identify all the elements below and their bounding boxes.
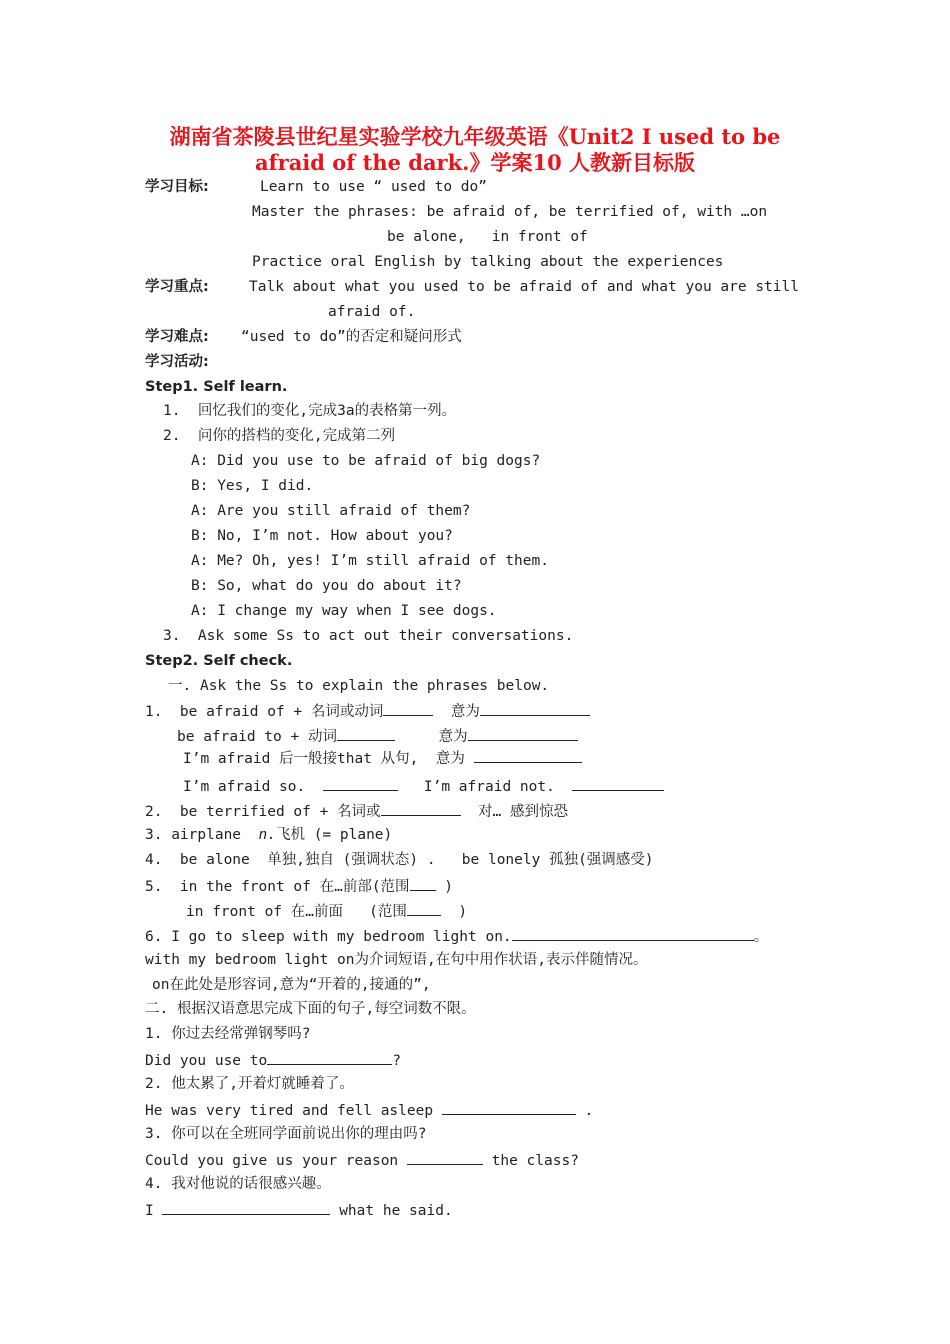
phrase-5a: [145, 876, 453, 896]
phrase-2-text: 2. be terrified of + 名词或: [145, 804, 381, 820]
question-3-end: the class?: [482, 1153, 579, 1169]
step1-item1: 1. 回忆我们的变化,完成3a的表格第一列。: [163, 403, 457, 419]
question-1-en: [145, 1050, 401, 1070]
question-1-text: Did you use to: [145, 1053, 268, 1069]
question-2-en: [145, 1100, 593, 1120]
question-4-en: [145, 1200, 453, 1220]
dialogue-line-6: B: So, what do you do about it?: [191, 578, 462, 594]
blank-1b-meaning[interactable]: [468, 726, 578, 741]
document-title-line2: afraid of the dark.》学案10 人教新目标版: [254, 150, 696, 175]
step2-heading: Step2. Self check.: [145, 653, 293, 669]
phrase-1e-text: I’m afraid not.: [423, 779, 555, 795]
phrase-3: [145, 826, 392, 844]
question-2-text: He was very tired and fell asleep: [145, 1103, 442, 1119]
phrase-5a-text: 5. in the front of 在…前部(范围: [145, 879, 410, 895]
question-4-cn: 4. 我对他说的话很感兴趣。: [145, 1176, 331, 1192]
phrase-1a: [145, 701, 590, 721]
question-4-end: what he said.: [330, 1203, 453, 1219]
question-4-text: I: [145, 1203, 163, 1219]
question-2-cn: 2. 他太累了,开着灯就睡着了。: [145, 1076, 354, 1092]
phrase-1a-mean: 意为: [450, 704, 480, 720]
phrase-1c: [183, 748, 582, 768]
blank-5a[interactable]: [410, 876, 436, 891]
phrase-5b-end: ): [458, 904, 468, 920]
objectives-label: 学习目标:: [145, 179, 209, 195]
activities-label: 学习活动:: [145, 354, 209, 370]
blank-q2[interactable]: [442, 1100, 576, 1115]
blank-1a[interactable]: [383, 701, 433, 716]
dialogue-line-7: A: I change my way when I see dogs.: [191, 603, 497, 619]
objective-4: Practice oral English by talking about the experiences: [252, 254, 724, 270]
question-1-cn: 1. 你过去经常弹钢琴吗?: [145, 1026, 311, 1042]
phrase-5b-text: in front of 在…前面 (范围: [186, 904, 407, 920]
step1-heading: Step1. Self learn.: [145, 379, 288, 395]
phrase-6: [145, 926, 768, 946]
key-points-line1: Talk about what you used to be afraid of and what you are still: [249, 279, 799, 295]
blank-2[interactable]: [381, 801, 461, 816]
step1-item3: 3. Ask some Ss to act out their conversations.: [163, 628, 574, 644]
phrase-1c-text: I’m afraid 后一般接that 从句, 意为: [183, 751, 465, 767]
dialogue-line-3: A: Are you still afraid of them?: [191, 503, 471, 519]
phrase-1d: [183, 776, 664, 796]
key-points-label: 学习重点:: [145, 279, 209, 295]
dialogue-line-5: A: Me? Oh, yes! I’m still afraid of them.: [191, 553, 549, 569]
blank-1a-meaning[interactable]: [480, 701, 590, 716]
blank-q4[interactable]: [162, 1200, 330, 1215]
phrase-2: [145, 801, 568, 821]
difficulty-label: 学习难点:: [145, 329, 209, 345]
phrase-2-tail: 对… 感到惊恐: [478, 804, 568, 820]
dialogue-line-1: A: Did you use to be afraid of big dogs?: [191, 453, 541, 469]
phrase-3-word: 3. airplane: [145, 827, 259, 843]
objective-2: Master the phrases: be afraid of, be terrified of, with …on: [252, 204, 768, 220]
phrase-6-note2: on在此处是形容词,意为“开着的,接通的”,: [152, 977, 431, 993]
blank-1c[interactable]: [474, 748, 582, 763]
phrase-1b-mean: 意为: [438, 729, 468, 745]
phrase-3-pos: n.: [258, 827, 276, 843]
phrase-1b-text: be afraid to + 动词: [177, 729, 337, 745]
phrase-6-text: 6. I go to sleep with my bedroom light on.: [145, 929, 512, 945]
step1-item2: 2. 问你的搭档的变化,完成第二列: [163, 428, 396, 444]
part2-intro: 二. 根据汉语意思完成下面的句子,每空词数不限。: [145, 1001, 476, 1017]
phrase-4: 4. be alone 单独,独自 (强调状态) . be lonely 孤独(强调感受): [145, 852, 654, 868]
blank-5b[interactable]: [407, 901, 441, 916]
phrase-5a-end: ): [444, 879, 454, 895]
question-1-end: ?: [392, 1053, 401, 1069]
phrase-3-meaning: 飞机 (= plane): [275, 827, 393, 843]
phrase-1a-text: 1. be afraid of + 名词或动词: [145, 704, 384, 720]
dialogue-line-4: B: No, I’m not. How about you?: [191, 528, 453, 544]
question-3-en: [145, 1150, 579, 1170]
document-title-line1: 湖南省茶陵县世纪星实验学校九年级英语《Unit2 I used to be: [169, 124, 781, 149]
key-points-line2: afraid of.: [328, 304, 416, 320]
phrase-1b: [177, 726, 578, 746]
objective-3: be alone, in front of: [387, 229, 588, 245]
question-3-cn: 3. 你可以在全班同学面前说出你的理由吗?: [145, 1126, 427, 1142]
blank-1b[interactable]: [337, 726, 395, 741]
phrase-6-end: 。: [753, 929, 769, 945]
part1-intro: 一. Ask the Ss to explain the phrases below.: [168, 678, 550, 694]
blank-1e[interactable]: [572, 776, 664, 791]
difficulty-text: “used to do”的否定和疑问形式: [241, 329, 462, 345]
phrase-6-note1: with my bedroom light on为介词短语,在句中用作状语,表示伴随情况。: [145, 952, 648, 968]
blank-q3[interactable]: [407, 1150, 483, 1165]
blank-6[interactable]: [512, 926, 754, 941]
dialogue-line-2: B: Yes, I did.: [191, 478, 314, 494]
phrase-5b: [186, 901, 467, 921]
question-2-end: .: [575, 1103, 594, 1119]
blank-1d[interactable]: [323, 776, 398, 791]
blank-q1[interactable]: [267, 1050, 392, 1065]
question-3-text: Could you give us your reason: [145, 1153, 407, 1169]
objective-1: Learn to use “ used to do”: [260, 179, 487, 195]
phrase-1d-text: I’m afraid so.: [183, 779, 306, 795]
